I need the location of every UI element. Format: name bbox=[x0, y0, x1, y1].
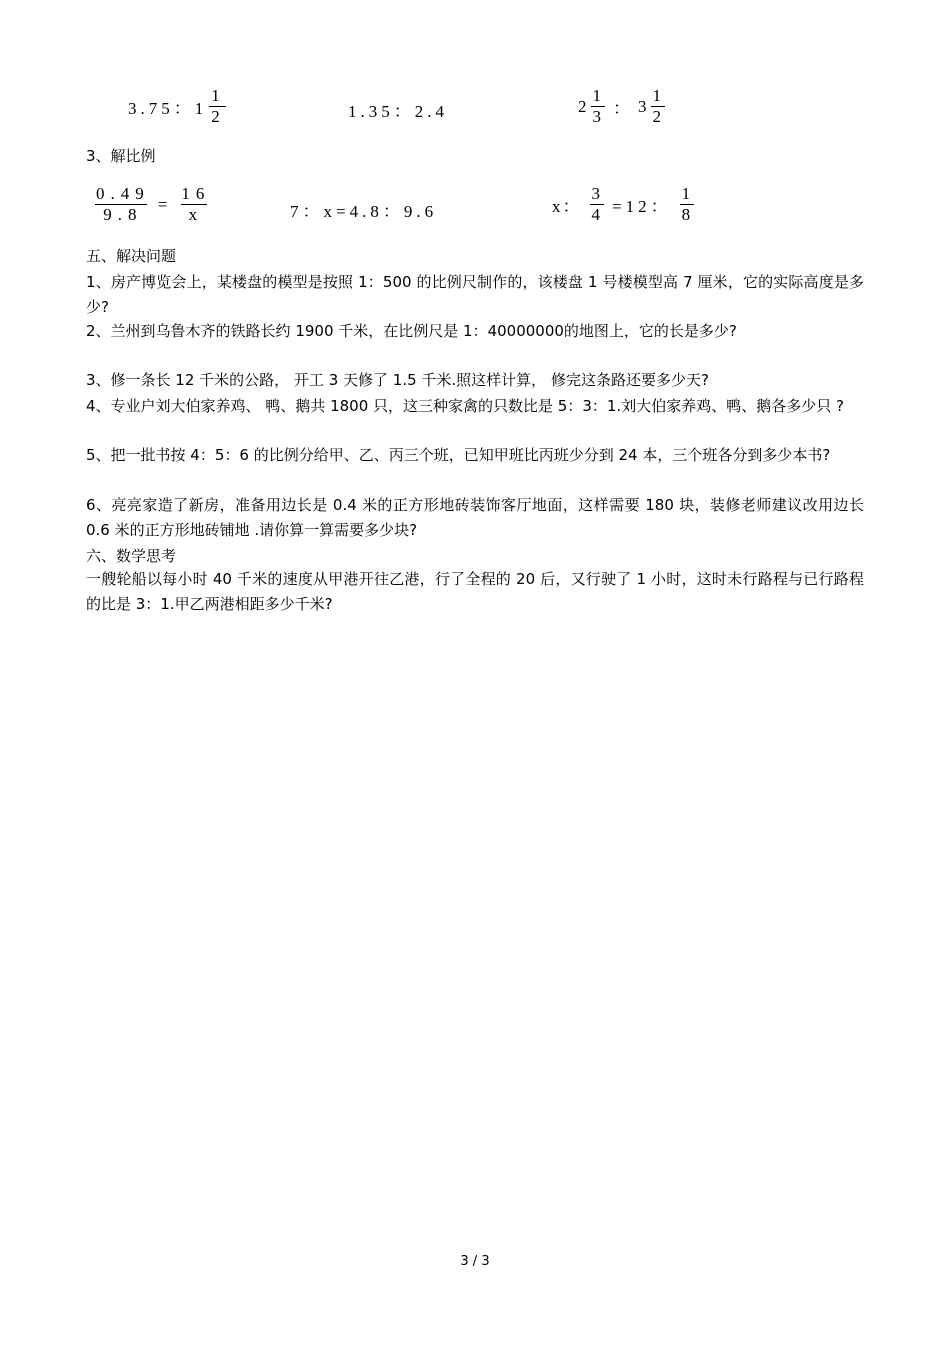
problem-5: 5、把一批书按 4：5：6 的比例分给甲、乙、丙三个班，已知甲班比丙班少分到 24 本，三个班各分到多少本书? bbox=[86, 446, 831, 464]
ratio-text: 1.35：2.4 bbox=[348, 102, 448, 121]
fraction bbox=[590, 184, 605, 225]
section-5-title: 五、解决问题 bbox=[86, 247, 177, 265]
proportion-text: =12： bbox=[612, 197, 672, 216]
section-6-title: 六、数学思考 bbox=[86, 547, 177, 565]
ratio-expression-2 bbox=[348, 97, 448, 122]
fraction-numerator: 3 bbox=[591, 184, 602, 203]
proportion-text: x： bbox=[552, 197, 582, 216]
fraction-denominator: 2 bbox=[211, 107, 224, 126]
proportion-text: 7：x=4.8：9.6 bbox=[290, 202, 438, 221]
mixed-whole: 2 bbox=[578, 96, 589, 116]
fraction bbox=[173, 184, 214, 225]
page-number: 3 / 3 bbox=[460, 1254, 490, 1269]
problem-6: 6、亮亮家造了新房，准备用边长是 0.4 米的正方形地砖装饰客厅地面，这样需要 180 块，装修老师建议改用边长 0.6 米的正方形地砖铺地 .请你算一算需要多少块? bbox=[86, 496, 864, 539]
fraction bbox=[680, 184, 695, 225]
ratio-expression-1 bbox=[128, 86, 228, 127]
fraction-denominator: 8 bbox=[681, 205, 693, 224]
fraction-denominator: 4 bbox=[591, 205, 602, 224]
proportion-2 bbox=[290, 197, 437, 222]
ratio-text: 3.75：1 bbox=[128, 99, 208, 118]
mixed-whole: 3 bbox=[638, 96, 649, 116]
fraction-numerator: 1 bbox=[681, 184, 693, 203]
fraction bbox=[209, 86, 226, 127]
fraction-denominator: x bbox=[181, 204, 208, 225]
fraction-numerator: 1 bbox=[211, 86, 224, 105]
fraction-numerator: 16 bbox=[181, 184, 211, 203]
problem-4: 4、专业户刘大伯家养鸡、 鸭、鹅共 1800 只，这三种家禽的只数比是 5：3：1.刘大伯家养鸡、鸭、鹅各多少只 ? bbox=[86, 397, 844, 415]
ratio-colon: ： bbox=[613, 99, 632, 118]
thinking-problem: 一艘轮船以每小时 40 千米的速度从甲港开往乙港，行了全程的 20 后，又行驶了 1 小时，这时未行路程与已行路程的比是 3：1.甲乙两港相距多少千米? bbox=[86, 570, 864, 613]
problem-3: 3、修一条长 12 千米的公路， 开工 3 天修了 1.5 千米.照这样计算， 修完这条路还要多少天? bbox=[86, 371, 709, 389]
problem-2: 2、兰州到乌鲁木齐的铁路长约 1900 千米，在比例尺是 1：40000000的地图上，它的长是多少? bbox=[86, 322, 737, 340]
equals-sign: = bbox=[157, 194, 170, 214]
problem-1: 1、房产博览会上，某楼盘的模型是按照 1：500 的比例尺制作的，该楼盘 1 号楼模型高 7 厘米，它的实际高度是多少? bbox=[86, 273, 864, 316]
proportion-1 bbox=[86, 184, 216, 225]
fraction-denominator: 2 bbox=[652, 107, 663, 126]
fraction bbox=[591, 86, 606, 127]
section-3-title: 3、解比例 bbox=[86, 147, 156, 165]
ratio-expression-3 bbox=[578, 86, 667, 127]
fraction-numerator: 1 bbox=[652, 86, 663, 105]
fraction-numerator: 0.49 bbox=[96, 184, 150, 203]
fraction bbox=[651, 86, 666, 127]
fraction-denominator: 9.8 bbox=[95, 204, 146, 225]
proportion-3 bbox=[552, 184, 696, 225]
fraction bbox=[88, 184, 154, 225]
fraction-denominator: 3 bbox=[592, 107, 603, 126]
fraction-numerator: 1 bbox=[592, 86, 603, 105]
